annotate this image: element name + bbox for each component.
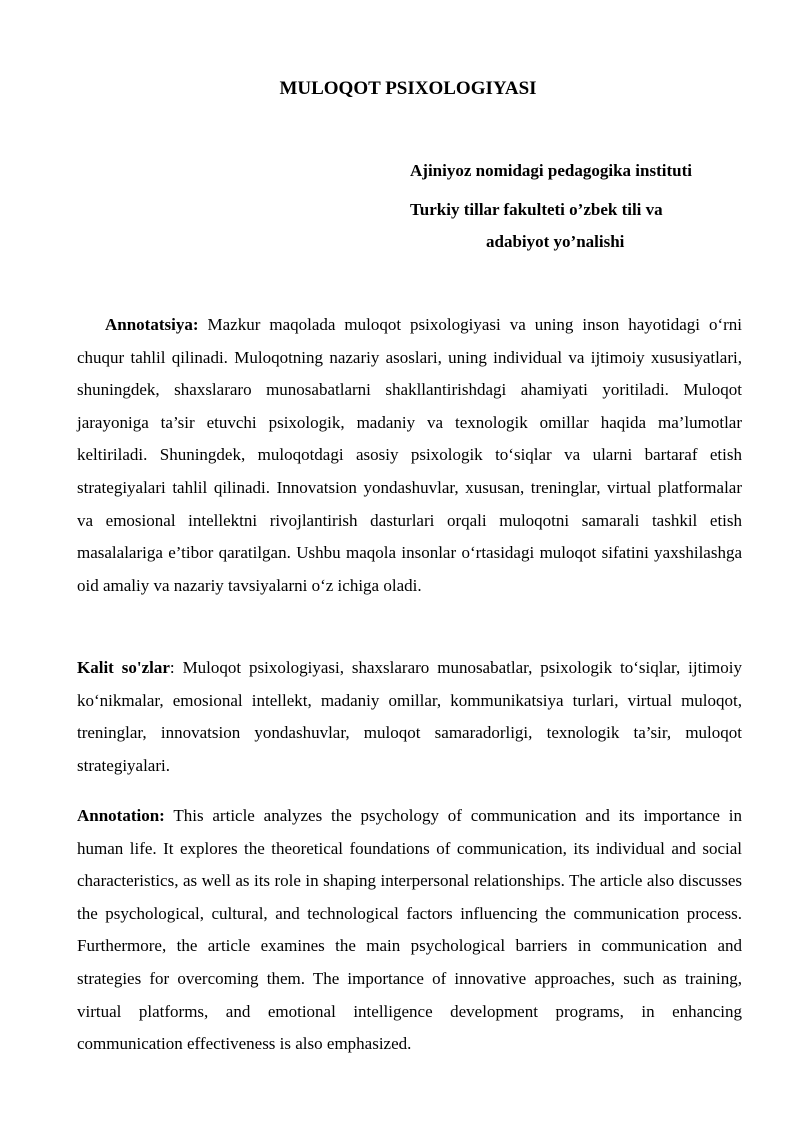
annotation-english-text: This article analyzes the psychology of communication and its importance in human life. It explores the theoretical foundations of communication, its individual and social characteristics, as well as its role in shaping interpersonal relationships. The article also discusses the psychological, cultural, and technological factors influencing the communication process. Furthermore, the article examines the main psychological barriers in communication and strategies for overcoming them. The importance of innovative approaches, such as training, virtual platforms, and emotional intelligence development programs, in enhancing communication effectiveness is also emphasized. bbox=[77, 806, 742, 1054]
annotation-uzbek-text: Mazkur maqolada muloqot psixologiyasi va uning inson hayotidagi o‘rni chuqur tahlil qilinadi. Muloqotning nazariy asoslari, uning individual va ijtimoiy xususiyatlari, shuningdek, shaxslararo munosabatlarni shakllantirishdagi ahamiyati yoritiladi. Muloqot jarayoniga ta’sir etuvchi psixologik, madaniy va texnologik omillar haqida ma’lumotlar keltiriladi. Shuningdek, muloqotdagi asosiy psixologik to‘siqlar va ularni bartaraf etish strategiyalari tahlil qilinadi. Innovatsion yondashuvlar, xususan, treninglar, virtual platformalar va emosional intellektni rivojlantirish dasturlari orqali muloqotni samarali tashkil etish masalalariga e’tibor qaratilgan. Ushbu maqola insonlar o‘rtasidagi muloqot sifatini yaxshilashga oid amaliy va nazariy tavsiyalarni o‘z ichiga oladi. bbox=[77, 315, 743, 595]
paper-title: MULOQOT PSIXOLOGIYASI bbox=[279, 78, 537, 99]
keywords-text: Muloqot psixologiyasi, shaxslararo munosabatlar, psixologik to‘siqlar, ijtimoiy ko‘nikmalar, emosional intellekt, madaniy omillar, kommunikatsiya turlari, virtual muloqot, treninglar, innovatsion yondashuvlar, muloqot samaradorligi, texnologik ta’sir, muloqot strategiyalari. bbox=[77, 658, 742, 775]
annotation-english-paragraph bbox=[77, 800, 742, 1061]
affiliation-faculty: Turkiy tillar fakulteti o’zbek tili va bbox=[410, 200, 663, 219]
keywords-separator: : bbox=[169, 658, 175, 677]
affiliation-department: adabiyot yo’nalishi bbox=[486, 232, 625, 251]
annotation-uzbek-paragraph bbox=[77, 309, 742, 602]
keywords-paragraph bbox=[77, 652, 742, 782]
keywords-label: Kalit so'zlar bbox=[77, 658, 170, 677]
annotation-english-label: Annotation: bbox=[77, 806, 165, 825]
affiliation-institute: Ajiniyoz nomidagi pedagogika instituti bbox=[410, 161, 692, 180]
annotation-uzbek-label: Annotatsiya: bbox=[105, 315, 199, 334]
